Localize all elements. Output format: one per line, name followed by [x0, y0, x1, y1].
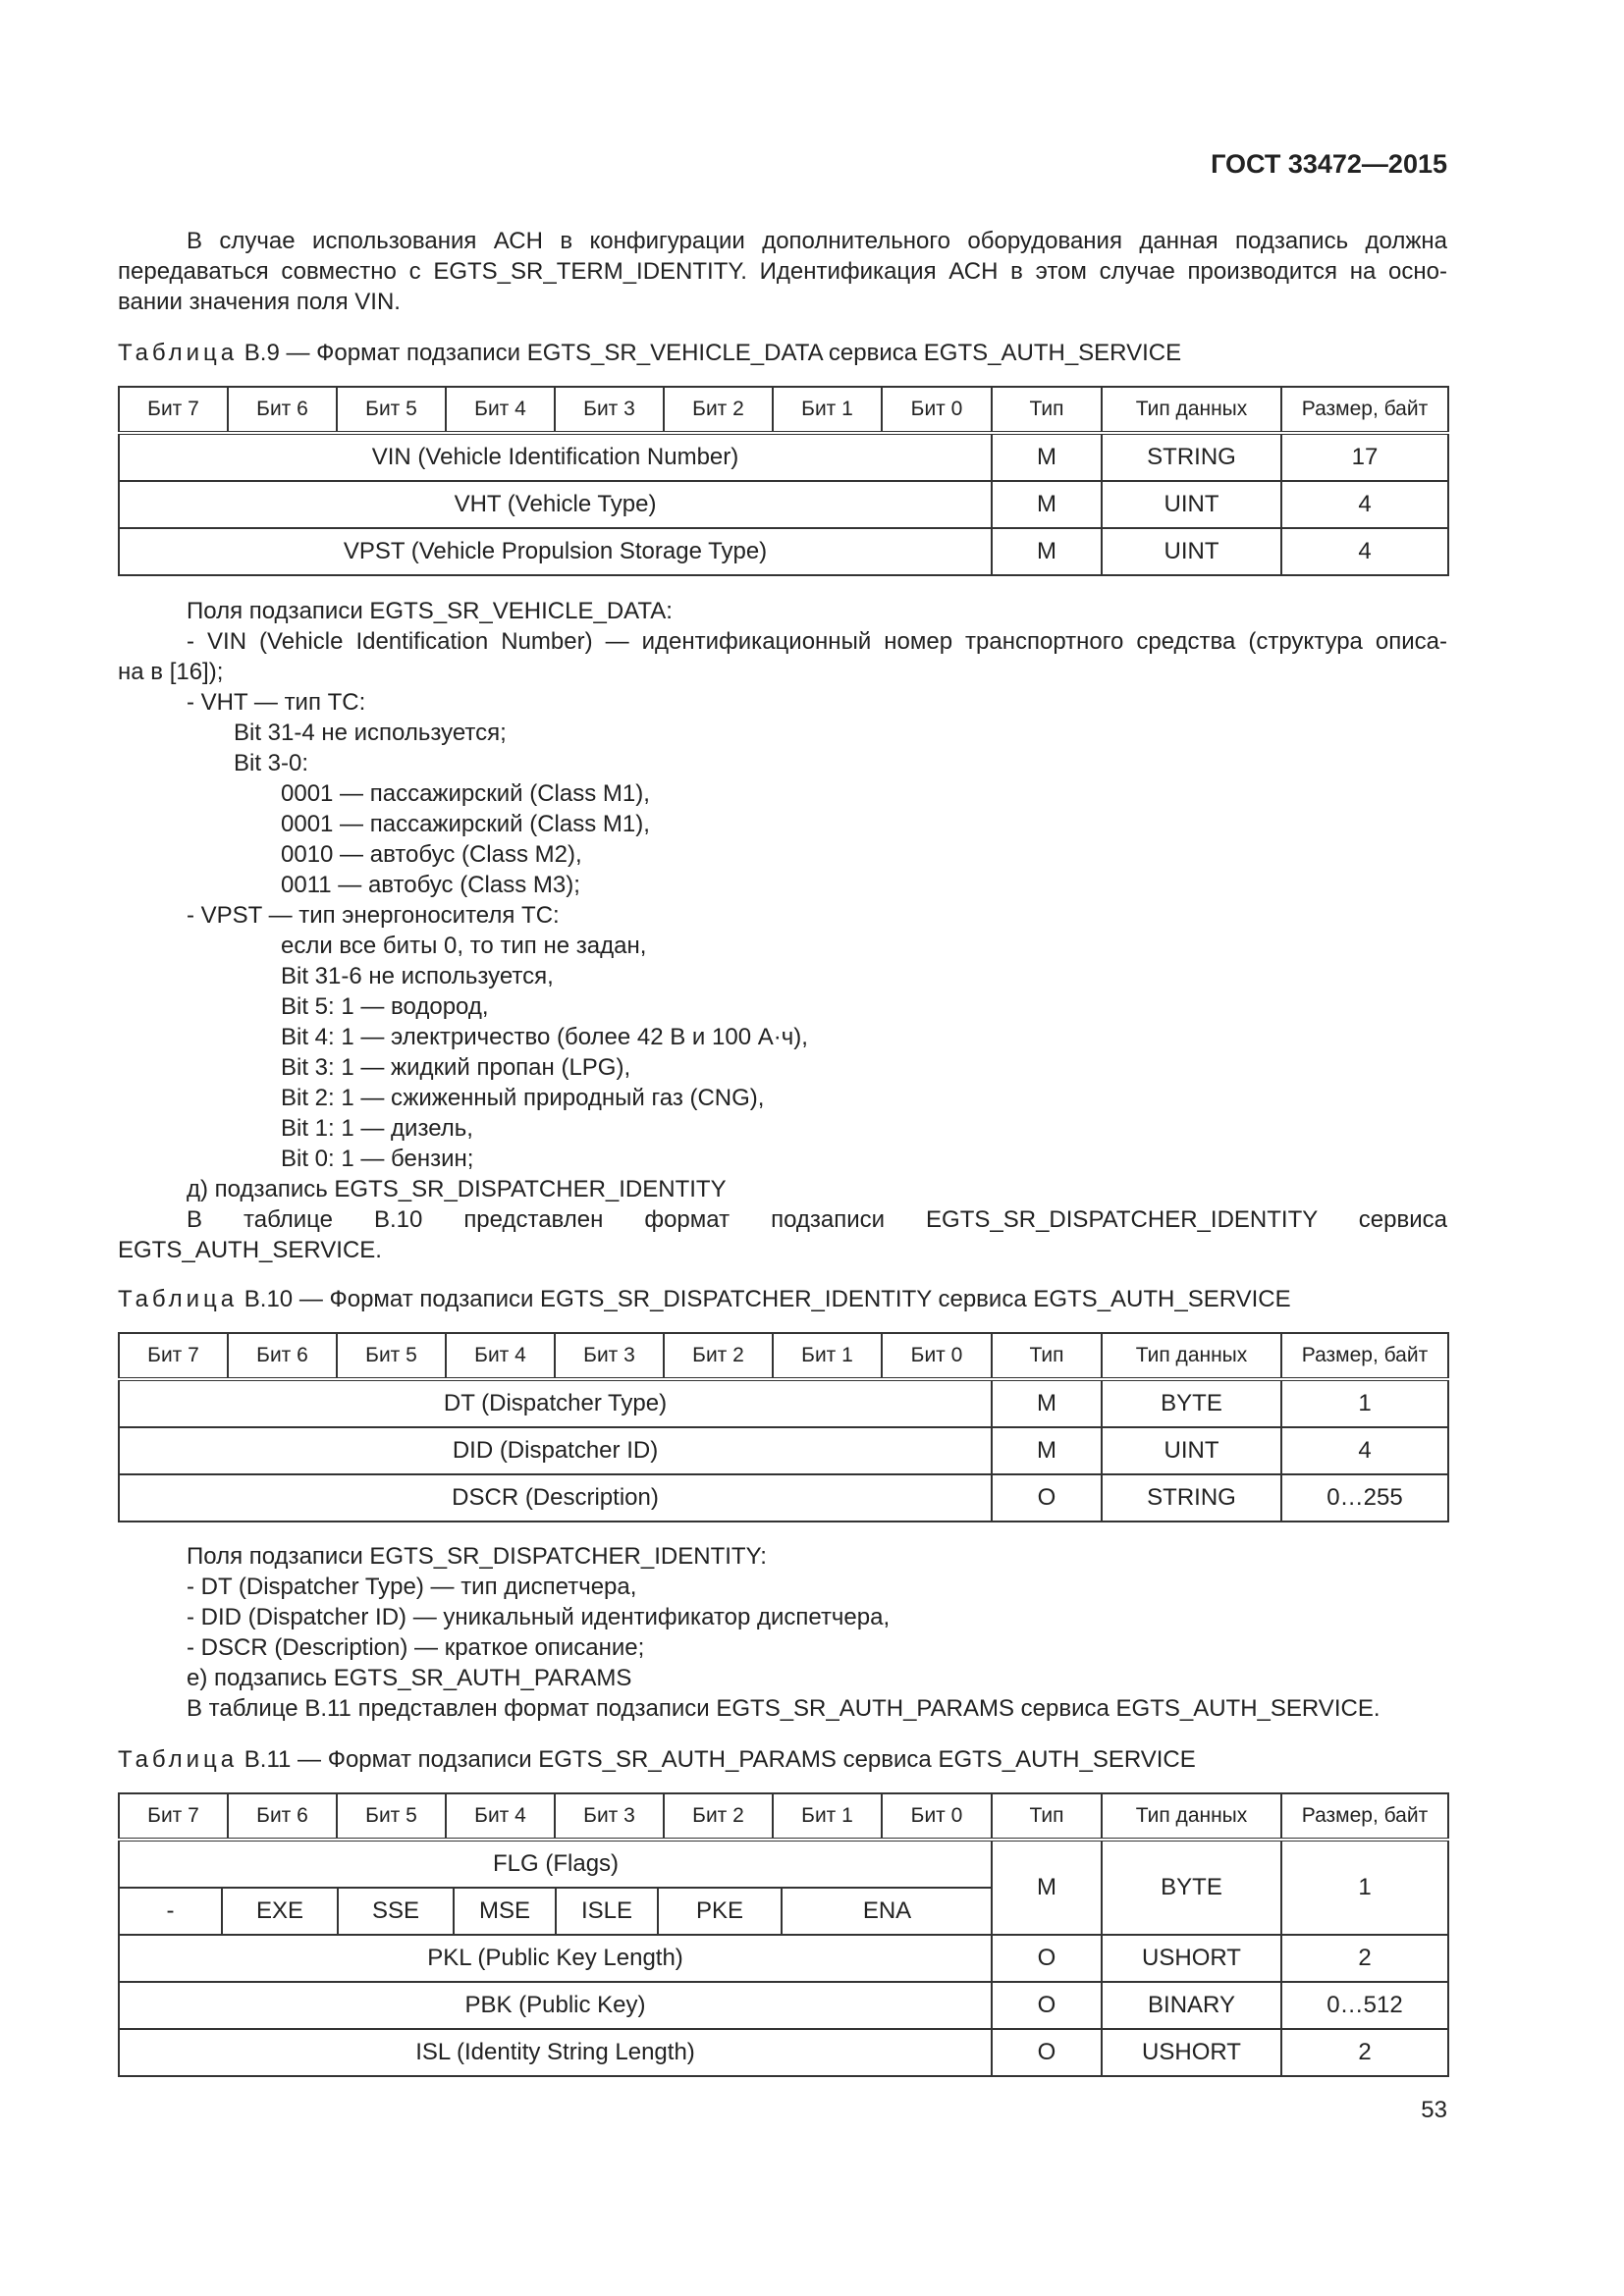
- document-header: ГОСТ 33472—2015: [1211, 149, 1447, 179]
- flags-subtable: [120, 1842, 992, 1934]
- subsection-e-text: В таблице В.11 представлен формат подзаписи EGTS_SR_AUTH_PARAMS сервиса EGTS_AUTH_SERVICE.: [187, 1695, 1380, 1722]
- flag-bit-cell: EXE: [222, 1888, 338, 1934]
- size-cell: 0…255: [1281, 1474, 1448, 1522]
- header-cell: Бит 5: [337, 1793, 446, 1840]
- field-name-cell: VIN (Vehicle Identification Number): [119, 433, 992, 481]
- page-number: 53: [1421, 2097, 1447, 2123]
- header-cell: Бит 1: [773, 387, 882, 433]
- size-cell: 0…512: [1281, 1982, 1448, 2029]
- field-name-cell: DSCR (Description): [119, 1474, 992, 1522]
- field-name-cell: ISL (Identity String Length): [119, 2029, 992, 2076]
- header-cell: Бит 0: [882, 1793, 992, 1840]
- header-cell: Тип: [992, 387, 1102, 433]
- intro-line-1: В случае использования АСН в конфигурации дополнительного оборудования данная подзапись должна: [187, 228, 1447, 254]
- header-cell: Бит 7: [119, 1333, 228, 1379]
- data-type-cell: STRING: [1102, 433, 1281, 481]
- list-item: Bit 0: 1 — бензин;: [281, 1146, 474, 1172]
- header-cell: Бит 6: [228, 1793, 337, 1840]
- header-cell: Бит 6: [228, 387, 337, 433]
- table9-caption: [118, 340, 1181, 367]
- list-item: Bit 5: 1 — водород,: [281, 993, 489, 1020]
- fields10-did: - DID (Dispatcher ID) — уникальный идентификатор диспетчера,: [187, 1604, 891, 1630]
- table-row: [119, 481, 1448, 528]
- table-row: [119, 433, 1448, 481]
- list-item: Bit 31-6 не используется,: [281, 963, 554, 989]
- intro-line-3: вании значения поля VIN.: [118, 289, 401, 315]
- list-item: 0011 — автобус (Class M3);: [281, 872, 580, 898]
- header-cell: Бит 3: [555, 1793, 664, 1840]
- size-cell: 4: [1281, 1427, 1448, 1474]
- size-cell: 17: [1281, 433, 1448, 481]
- fields10-dt: - DT (Dispatcher Type) — тип диспетчера,: [187, 1574, 637, 1600]
- field-name-cell: PKL (Public Key Length): [119, 1935, 992, 1982]
- size-cell: 1: [1281, 1379, 1448, 1427]
- table11-header-row: [119, 1793, 1448, 1840]
- type-cell: M: [992, 1427, 1102, 1474]
- table-row: [119, 1982, 1448, 2029]
- list-item: если все биты 0, то тип не задан,: [281, 933, 647, 959]
- header-cell: Бит 1: [773, 1793, 882, 1840]
- type-cell: O: [992, 1474, 1102, 1522]
- table-row: [119, 528, 1448, 575]
- header-cell: Бит 6: [228, 1333, 337, 1379]
- field-name-cell: DT (Dispatcher Type): [119, 1379, 992, 1427]
- flags-row: [119, 1840, 1448, 1935]
- fields9-vin-line-2: на в [16]);: [118, 659, 224, 685]
- field-name-cell: PBK (Public Key): [119, 1982, 992, 2029]
- table10-caption: [118, 1286, 1291, 1313]
- flag-bit-cell: MSE: [454, 1888, 556, 1934]
- data-type-cell: USHORT: [1102, 1935, 1281, 1982]
- data-type-cell: UINT: [1102, 528, 1281, 575]
- header-cell: Бит 4: [446, 387, 555, 433]
- flags-cell: [119, 1840, 992, 1935]
- size-cell: 4: [1281, 528, 1448, 575]
- header-cell: Бит 4: [446, 1333, 555, 1379]
- type-cell: M: [992, 1379, 1102, 1427]
- size-cell: 4: [1281, 481, 1448, 528]
- field-name-cell: VHT (Vehicle Type): [119, 481, 992, 528]
- fields10-title: Поля подзаписи EGTS_SR_DISPATCHER_IDENTITY:: [187, 1543, 767, 1570]
- subsection-d-text-1: В таблице В.10 представлен формат подзаписи EGTS_SR_DISPATCHER_IDENTITY сервиса: [187, 1206, 1447, 1233]
- header-cell: Бит 7: [119, 387, 228, 433]
- size-cell: 1: [1281, 1840, 1448, 1935]
- data-type-cell: BINARY: [1102, 1982, 1281, 2029]
- table11: [118, 1792, 1449, 2077]
- table9: [118, 386, 1449, 576]
- table11-caption: [118, 1746, 1196, 1774]
- list-item: 0010 — автобус (Class M2),: [281, 841, 582, 868]
- header-cell: Размер, байт: [1281, 1793, 1448, 1840]
- table-row: [119, 1935, 1448, 1982]
- table-row: [119, 1379, 1448, 1427]
- data-type-cell: STRING: [1102, 1474, 1281, 1522]
- type-cell: O: [992, 2029, 1102, 2076]
- subsection-d-text-2: EGTS_AUTH_SERVICE.: [118, 1237, 382, 1263]
- intro-line-2: передаваться совместно с EGTS_SR_TERM_IDENTITY. Идентификация АСН в этом случае производится на осно-: [118, 258, 1447, 285]
- data-type-cell: UINT: [1102, 1427, 1281, 1474]
- table10-header-row: [119, 1333, 1448, 1379]
- table10-caption-text: В.10 — Формат подзаписи EGTS_SR_DISPATCHER_IDENTITY сервиса EGTS_AUTH_SERVICE: [238, 1286, 1291, 1312]
- data-type-cell: USHORT: [1102, 2029, 1281, 2076]
- table-row: [119, 1427, 1448, 1474]
- header-cell: Бит 2: [664, 1333, 773, 1379]
- subsection-d-title: д) подзапись EGTS_SR_DISPATCHER_IDENTITY: [187, 1176, 727, 1202]
- table9-caption-prefix: Таблица: [118, 340, 239, 366]
- table11-caption-text: В.11 — Формат подзаписи EGTS_SR_AUTH_PARAMS сервиса EGTS_AUTH_SERVICE: [238, 1746, 1196, 1773]
- data-type-cell: BYTE: [1102, 1379, 1281, 1427]
- type-cell: O: [992, 1935, 1102, 1982]
- header-cell: Бит 5: [337, 1333, 446, 1379]
- flag-bit-cell: PKE: [658, 1888, 782, 1934]
- fields9-vpst: - VPST — тип энергоносителя ТС:: [187, 902, 560, 929]
- type-cell: M: [992, 481, 1102, 528]
- header-cell: Тип данных: [1102, 1333, 1281, 1379]
- header-cell: Бит 2: [664, 1793, 773, 1840]
- header-cell: Бит 1: [773, 1333, 882, 1379]
- fields9-vin-line-1: - VIN (Vehicle Identification Number) — идентификационный номер транспортного средства (структура описа-: [187, 628, 1447, 655]
- fields9-vht-bit-2: Bit 3-0:: [234, 750, 309, 776]
- data-type-cell: BYTE: [1102, 1840, 1281, 1935]
- header-cell: Бит 0: [882, 1333, 992, 1379]
- flag-bit-cell: ENA: [862, 1897, 912, 1924]
- list-item: Bit 1: 1 — дизель,: [281, 1115, 473, 1142]
- header-cell: Тип: [992, 1793, 1102, 1840]
- fields9-vht: - VHT — тип ТС:: [187, 689, 366, 716]
- header-cell: Бит 5: [337, 387, 446, 433]
- header-cell: Тип данных: [1102, 387, 1281, 433]
- table9-caption-text: В.9 — Формат подзаписи EGTS_SR_VEHICLE_DATA сервиса EGTS_AUTH_SERVICE: [238, 340, 1182, 366]
- list-item: Bit 2: 1 — сжиженный природный газ (CNG),: [281, 1085, 765, 1111]
- type-cell: M: [992, 528, 1102, 575]
- header-cell: Бит 3: [555, 387, 664, 433]
- flag-bit-cell: SSE: [338, 1888, 454, 1934]
- header-cell: Бит 3: [555, 1333, 664, 1379]
- type-cell: M: [992, 433, 1102, 481]
- table9-header-row: [119, 387, 1448, 433]
- header-cell: Размер, байт: [1281, 387, 1448, 433]
- data-type-cell: UINT: [1102, 481, 1281, 528]
- subsection-e-title: е) подзапись EGTS_SR_AUTH_PARAMS: [187, 1665, 632, 1691]
- header-cell: Размер, байт: [1281, 1333, 1448, 1379]
- type-cell: O: [992, 1982, 1102, 2029]
- flag-bit-cell: ISLE: [556, 1888, 658, 1934]
- flag-bit-cell: -: [120, 1888, 222, 1934]
- list-item: Bit 4: 1 — электричество (более 42 В и 100 А·ч),: [281, 1024, 808, 1050]
- header-cell: Бит 0: [882, 387, 992, 433]
- list-item: 0001 — пассажирский (Class M1),: [281, 780, 650, 807]
- table10: [118, 1332, 1449, 1522]
- header-cell: Тип данных: [1102, 1793, 1281, 1840]
- field-name-cell: VPST (Vehicle Propulsion Storage Type): [119, 528, 992, 575]
- header-cell: Бит 7: [119, 1793, 228, 1840]
- size-cell: 2: [1281, 2029, 1448, 2076]
- table11-caption-prefix: Таблица: [118, 1746, 239, 1773]
- table10-caption-prefix: Таблица: [118, 1286, 239, 1312]
- flags-name: FLG (Flags): [120, 1842, 992, 1888]
- table-row: [119, 2029, 1448, 2076]
- table-row: [119, 1474, 1448, 1522]
- size-cell: 2: [1281, 1935, 1448, 1982]
- header-cell: Бит 4: [446, 1793, 555, 1840]
- field-name-cell: DID (Dispatcher ID): [119, 1427, 992, 1474]
- list-item: 0001 — пассажирский (Class M1),: [281, 811, 650, 837]
- fields9-title: Поля подзаписи EGTS_SR_VEHICLE_DATA:: [187, 598, 673, 624]
- header-cell: Бит 2: [664, 387, 773, 433]
- fields10-dscr: - DSCR (Description) — краткое описание;: [187, 1634, 645, 1661]
- header-cell: Тип: [992, 1333, 1102, 1379]
- type-cell: M: [992, 1840, 1102, 1935]
- fields9-vht-bit-1: Bit 31-4 не используется;: [234, 720, 507, 746]
- list-item: Bit 3: 1 — жидкий пропан (LPG),: [281, 1054, 631, 1081]
